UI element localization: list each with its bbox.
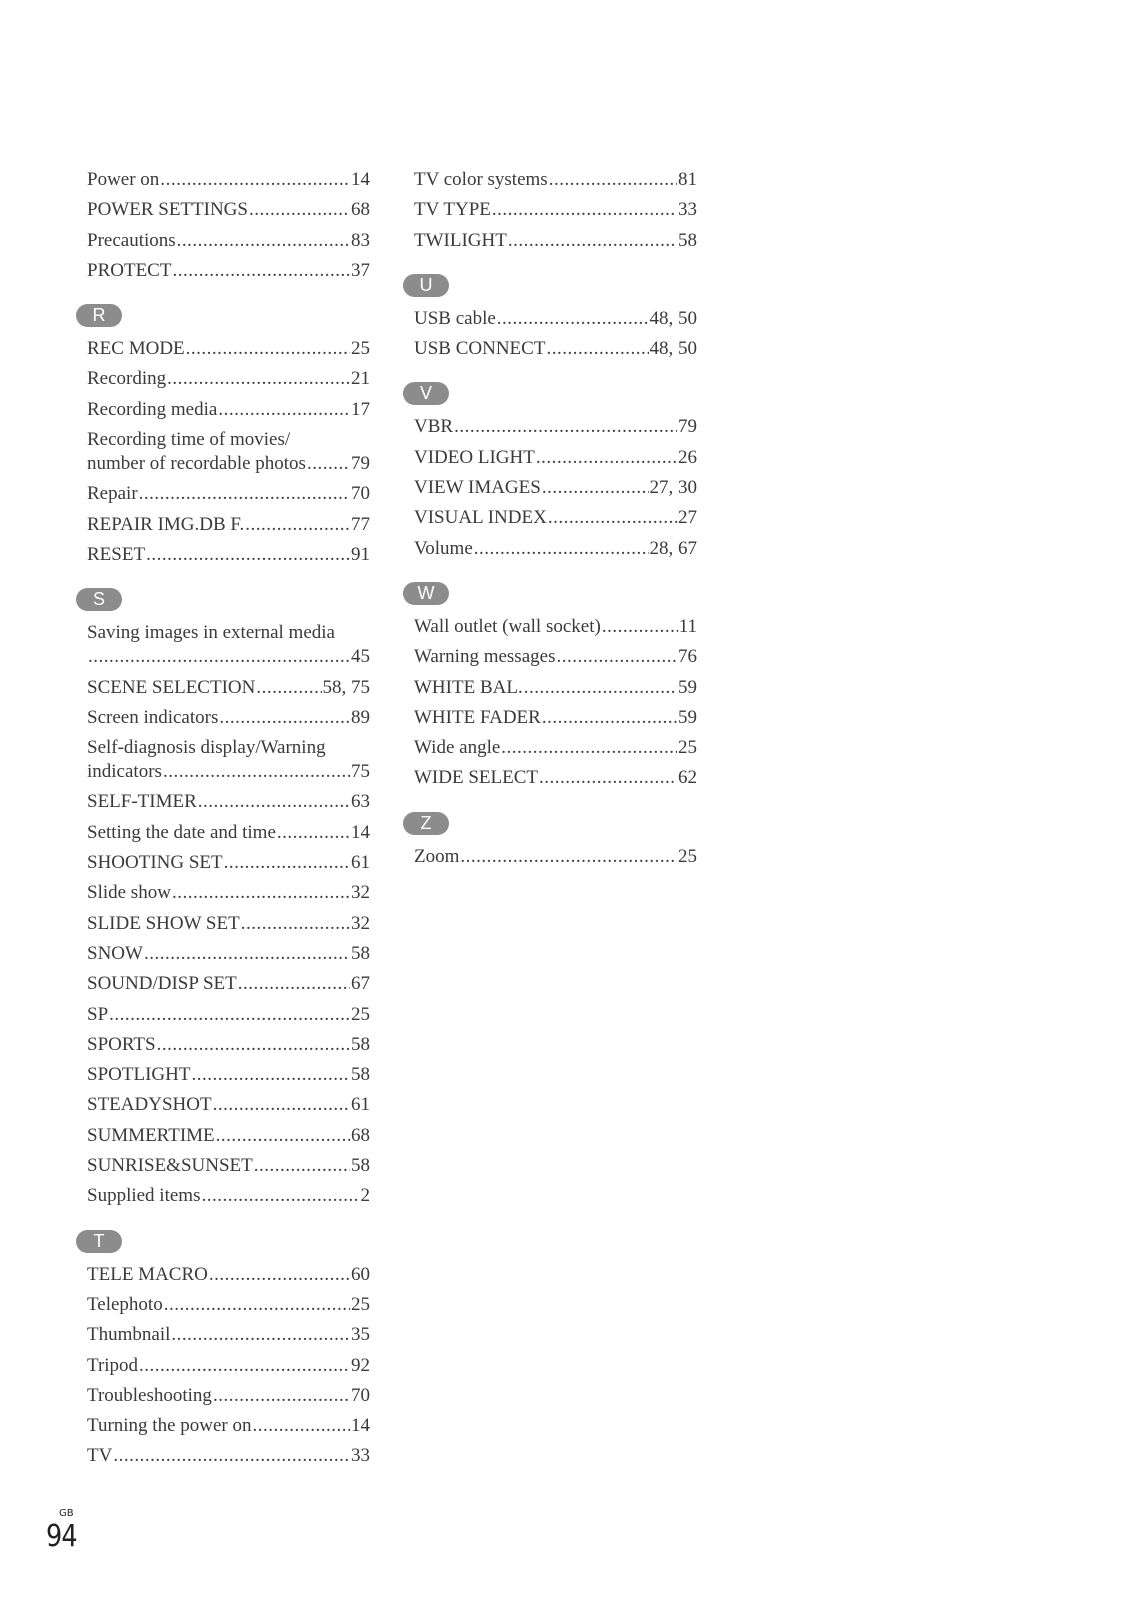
leader-dots	[144, 942, 350, 966]
entry-page-ref: 11	[678, 615, 697, 637]
entry-page-ref: 14	[351, 821, 370, 843]
entry-term: USB cable	[414, 307, 496, 329]
index-entry	[87, 513, 370, 537]
entry-term: Zoom	[414, 845, 460, 867]
letter-header: T	[76, 1230, 122, 1253]
entry-term: indicators	[87, 761, 162, 783]
entry-page-ref: 58, 75	[322, 676, 370, 698]
index-entry	[414, 676, 697, 700]
entry-page-ref: 68	[351, 199, 370, 221]
entry-term: USB CONNECT	[414, 338, 546, 360]
page-number-value: 94	[46, 1519, 77, 1554]
leader-dots	[201, 1184, 359, 1208]
index-entry	[87, 367, 370, 391]
index-entry	[414, 168, 697, 192]
index-entry	[87, 398, 370, 422]
entry-term: Precautions	[87, 229, 176, 251]
leader-dots	[238, 972, 350, 996]
entry-term: POWER SETTINGS	[87, 199, 248, 221]
index-entry	[414, 446, 697, 470]
leader-dots	[213, 1384, 350, 1408]
entry-term: SLIDE SHOW SET	[87, 912, 240, 934]
entry-term: Recording	[87, 368, 167, 390]
leader-dots	[224, 851, 350, 875]
entry-page-ref: 25	[351, 1003, 370, 1025]
index-column-right	[414, 168, 697, 875]
leader-dots	[542, 706, 677, 730]
index-entry	[87, 1384, 370, 1408]
leader-dots	[249, 198, 350, 222]
entry-page-ref: 91	[351, 543, 370, 565]
index-entry	[414, 706, 697, 730]
leader-dots	[241, 912, 350, 936]
leader-dots	[139, 1354, 350, 1378]
leader-dots	[549, 168, 677, 192]
leader-dots	[163, 760, 350, 784]
entry-page-ref: 58	[678, 229, 697, 251]
entry-page-ref: 59	[678, 706, 697, 728]
leader-dots	[556, 645, 677, 669]
index-entry	[87, 912, 370, 936]
entry-page-ref: 32	[351, 912, 370, 934]
entry-page-ref: 61	[351, 852, 370, 874]
entry-page-ref: 58	[351, 1064, 370, 1086]
entry-page-ref: 14	[351, 169, 370, 190]
index-entry	[87, 1184, 370, 1208]
entry-page-ref: 89	[351, 706, 370, 728]
index-entry	[87, 543, 370, 567]
index-entry	[87, 972, 370, 996]
entry-term: Volume	[414, 537, 473, 559]
index-entry	[87, 851, 370, 875]
leader-dots	[198, 790, 350, 814]
entry-page-ref: 21	[351, 368, 370, 390]
leader-dots	[219, 706, 350, 730]
leader-dots	[460, 845, 677, 869]
entry-term-line1: Saving images in external media	[87, 622, 335, 644]
entry-term: TWILIGHT	[414, 229, 507, 251]
leader-dots	[548, 506, 677, 530]
leader-dots	[454, 415, 677, 439]
leader-dots	[216, 1124, 350, 1148]
leader-dots	[524, 676, 677, 700]
letter-header: W	[403, 582, 449, 605]
entry-page-ref: 58	[351, 1155, 370, 1177]
index-entry	[87, 790, 370, 814]
entry-page-ref: 32	[351, 882, 370, 904]
index-entry	[414, 506, 697, 530]
entry-term: SELF-TIMER	[87, 791, 197, 813]
entry-term: Telephoto	[87, 1293, 163, 1315]
leader-dots	[508, 229, 677, 253]
leader-dots	[307, 452, 350, 476]
entry-page-ref: 48, 50	[649, 338, 697, 360]
index-entry	[87, 942, 370, 966]
entry-page-ref: 25	[678, 845, 697, 867]
index-entry	[87, 428, 370, 476]
index-entry	[414, 736, 697, 760]
leader-dots	[167, 367, 350, 391]
index-entry	[87, 881, 370, 905]
index-entry	[87, 706, 370, 730]
leader-dots	[218, 398, 350, 422]
entry-term: SHOOTING SET	[87, 852, 223, 874]
entry-page-ref: 79	[678, 416, 697, 438]
entry-page-ref: 67	[351, 973, 370, 995]
index-entry	[87, 1003, 370, 1027]
index-entry	[87, 1033, 370, 1057]
entry-page-ref: 60	[351, 1263, 370, 1285]
index-entry	[87, 1414, 370, 1438]
entry-term: TV TYPE	[414, 199, 491, 221]
index-entry	[87, 1263, 370, 1287]
entry-term: SCENE SELECTION	[87, 676, 256, 698]
entry-term: VBR	[414, 416, 454, 438]
leader-dots	[171, 1323, 350, 1347]
entry-term: VIEW IMAGES	[414, 477, 541, 499]
entry-term: Supplied items	[87, 1185, 201, 1207]
entry-term: Wide angle	[414, 737, 501, 759]
entry-page-ref: 25	[351, 1293, 370, 1315]
entry-page-ref: 81	[678, 169, 697, 190]
entry-term: Recording media	[87, 398, 218, 420]
entry-page-ref: 28, 67	[649, 537, 697, 559]
index-entry	[414, 476, 697, 500]
entry-page-ref: 83	[351, 229, 370, 251]
entry-term: Repair	[87, 483, 138, 505]
entry-page-ref: 33	[351, 1445, 370, 1467]
letter-header: Z	[403, 812, 449, 835]
index-entry	[87, 168, 370, 192]
index-entry	[87, 198, 370, 222]
leader-dots	[177, 229, 350, 253]
leader-dots	[172, 881, 350, 905]
entry-page-ref: 17	[351, 398, 370, 420]
leader-dots	[277, 821, 350, 845]
entry-term: SP	[87, 1003, 109, 1025]
index-entry	[87, 1063, 370, 1087]
entry-page-ref: 63	[351, 791, 370, 813]
entry-page-ref: 75	[351, 761, 370, 783]
leader-dots	[213, 1093, 350, 1117]
entry-page-ref: 33	[678, 199, 697, 221]
index-entry	[414, 198, 697, 222]
leader-dots	[474, 537, 649, 561]
entry-term: REC MODE	[87, 338, 185, 360]
entry-term: SUNRISE&SUNSET	[87, 1155, 253, 1177]
entry-term: VIDEO LIGHT	[414, 446, 535, 468]
entry-page-ref: 77	[351, 513, 370, 535]
entry-term: SNOW	[87, 942, 143, 964]
leader-dots	[245, 513, 350, 537]
letter-header: U	[403, 274, 449, 297]
entry-term: VISUAL INDEX	[414, 507, 547, 529]
index-entry	[87, 821, 370, 845]
entry-page-ref: 25	[351, 338, 370, 360]
entry-page-ref: 14	[351, 1415, 370, 1437]
entry-term: TELE MACRO	[87, 1263, 208, 1285]
index-entry	[87, 337, 370, 361]
entry-term: REPAIR IMG.DB F.	[87, 513, 245, 535]
leader-dots	[109, 1003, 350, 1027]
region-code: GB	[59, 1508, 74, 1519]
leader-dots	[139, 482, 350, 506]
entry-page-ref: 61	[351, 1094, 370, 1116]
leader-dots	[256, 676, 321, 700]
entry-page-ref: 27	[678, 507, 697, 529]
entry-page-ref: 26	[678, 446, 697, 468]
entry-term: PROTECT	[87, 259, 172, 281]
index-entry	[414, 766, 697, 790]
entry-page-ref: 58	[351, 942, 370, 964]
letter-header: V	[403, 382, 449, 405]
index-column-left	[87, 168, 370, 1475]
index-entry	[87, 1354, 370, 1378]
index-entry	[414, 645, 697, 669]
index-entry	[87, 1124, 370, 1148]
entry-page-ref: 27, 30	[649, 477, 697, 499]
entry-term: WHITE BAL.	[414, 676, 523, 698]
index-entry	[87, 736, 370, 784]
entry-page-ref: 70	[351, 483, 370, 505]
index-entry	[87, 676, 370, 700]
leader-dots	[254, 1154, 350, 1178]
entry-page-ref: 70	[351, 1384, 370, 1406]
leader-dots	[88, 645, 350, 669]
index-entry	[414, 537, 697, 561]
entry-term: SPORTS	[87, 1033, 156, 1055]
entry-term: Troubleshooting	[87, 1384, 212, 1406]
entry-page-ref: 2	[360, 1185, 370, 1207]
index-entry	[414, 337, 697, 361]
index-entry	[87, 1293, 370, 1317]
index-entry	[414, 845, 697, 869]
entry-term: STEADYSHOT	[87, 1094, 212, 1116]
entry-term: SPOTLIGHT	[87, 1064, 191, 1086]
entry-term: SUMMERTIME	[87, 1124, 215, 1146]
page-number	[46, 1508, 82, 1554]
leader-dots	[602, 615, 678, 639]
entry-term: Warning messages	[414, 646, 556, 668]
entry-page-ref: 45	[351, 646, 370, 668]
entry-term: Power on	[87, 169, 160, 190]
entry-page-ref: 79	[351, 453, 370, 475]
index-entry	[87, 1323, 370, 1347]
entry-page-ref: 92	[351, 1354, 370, 1376]
leader-dots	[172, 259, 350, 283]
leader-dots	[539, 766, 677, 790]
leader-dots	[113, 1444, 350, 1468]
entry-term: Turning the power on	[87, 1415, 252, 1437]
index-entry	[414, 615, 697, 639]
entry-term: SOUND/DISP SET	[87, 973, 237, 995]
entry-term: TV	[87, 1445, 113, 1467]
entry-page-ref: 58	[351, 1033, 370, 1055]
entry-term: WHITE FADER	[414, 706, 541, 728]
entry-term: Tripod	[87, 1354, 139, 1376]
index-entry	[87, 1093, 370, 1117]
index-entry	[87, 621, 370, 669]
leader-dots	[186, 337, 350, 361]
entry-term: TV color systems	[414, 169, 548, 190]
index-entry	[87, 229, 370, 253]
entry-page-ref: 25	[678, 737, 697, 759]
entry-term: Wall outlet (wall socket)	[414, 615, 601, 637]
entry-page-ref: 35	[351, 1324, 370, 1346]
leader-dots	[191, 1063, 350, 1087]
leader-dots	[160, 168, 350, 192]
entry-term: Slide show	[87, 882, 171, 904]
leader-dots	[492, 198, 677, 222]
leader-dots	[209, 1263, 350, 1287]
letter-header: R	[76, 304, 122, 327]
entry-page-ref: 59	[678, 676, 697, 698]
entry-term: number of recordable photos	[87, 453, 306, 475]
entry-page-ref: 62	[678, 767, 697, 789]
index-entry	[87, 1154, 370, 1178]
leader-dots	[497, 307, 649, 331]
entry-term: Setting the date and time	[87, 821, 276, 843]
leader-dots	[546, 337, 648, 361]
entry-page-ref: 48, 50	[649, 307, 697, 329]
leader-dots	[501, 736, 677, 760]
leader-dots	[542, 476, 649, 500]
index-entry	[87, 259, 370, 283]
entry-term-line1: Recording time of movies/	[87, 429, 291, 451]
leader-dots	[536, 446, 677, 470]
entry-term-line1: Self-diagnosis display/Warning	[87, 737, 326, 759]
index-entry	[414, 229, 697, 253]
letter-header: S	[76, 588, 122, 611]
index-entry	[87, 482, 370, 506]
leader-dots	[164, 1293, 350, 1317]
leader-dots	[253, 1414, 351, 1438]
leader-dots	[146, 543, 350, 567]
entry-page-ref: 68	[351, 1124, 370, 1146]
leader-dots	[157, 1033, 350, 1057]
entry-term: RESET	[87, 543, 146, 565]
index-entry	[414, 307, 697, 331]
index-entry	[87, 1444, 370, 1468]
index-entry	[414, 415, 697, 439]
entry-term: Thumbnail	[87, 1324, 171, 1346]
entry-term: Screen indicators	[87, 706, 219, 728]
entry-term: WIDE SELECT	[414, 767, 539, 789]
entry-page-ref: 37	[351, 259, 370, 281]
entry-page-ref: 76	[678, 646, 697, 668]
